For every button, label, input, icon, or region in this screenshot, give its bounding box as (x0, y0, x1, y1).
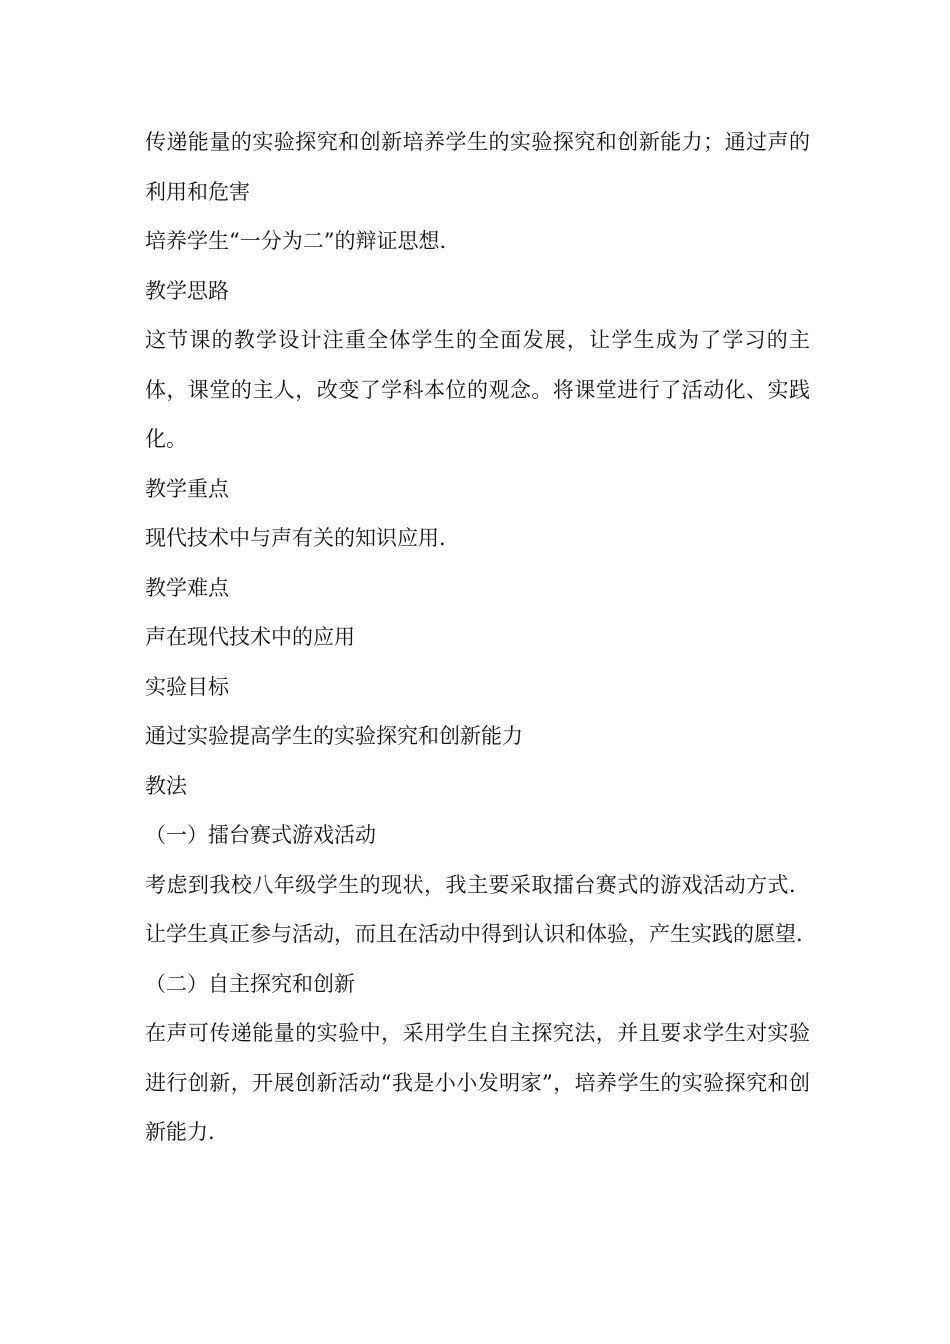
section-heading: 教学难点 (145, 575, 229, 600)
paragraph: 这节课的教学设计注重全体学生的全面发展，让学生成为了学习的主体，课堂的主人，改变了学科本位的观念。将课堂进行了活动化、实践化。 (145, 328, 810, 451)
paragraph: 现代技术中与声有关的知识应用. (145, 526, 446, 550)
document-body (145, 118, 810, 1158)
section-heading: 实验目标 (145, 674, 229, 699)
subsection-heading: （二）自主探究和创新 (145, 971, 355, 996)
section-heading: 教法 (145, 773, 187, 798)
paragraph: 在声可传递能量的实验中，采用学生自主探究法，并且要求学生对实验进行创新，开展创新活动“我是小小发明家”，培养学生的实验探究和创新能力. (145, 1021, 810, 1144)
section-heading: 教学重点 (145, 476, 229, 501)
paragraph: 声在现代技术中的应用 (145, 625, 355, 649)
paragraph: 通过实验提高学生的实验探究和创新能力 (145, 724, 523, 748)
paragraph: 考虑到我校八年级学生的现状，我主要采取擂台赛式的游戏活动方式．让学生真正参与活动，而且在活动中得到认识和体验，产生实践的愿望. (145, 872, 810, 946)
paragraph: 传递能量的实验探究和创新培养学生的实验探究和创新能力；通过声的利用和危害 (145, 130, 810, 204)
section-heading: 教学思路 (145, 278, 229, 303)
subsection-heading: （一）擂台赛式游戏活动 (145, 823, 376, 847)
paragraph: 培养学生“一分为二”的辩证思想. (145, 229, 447, 253)
